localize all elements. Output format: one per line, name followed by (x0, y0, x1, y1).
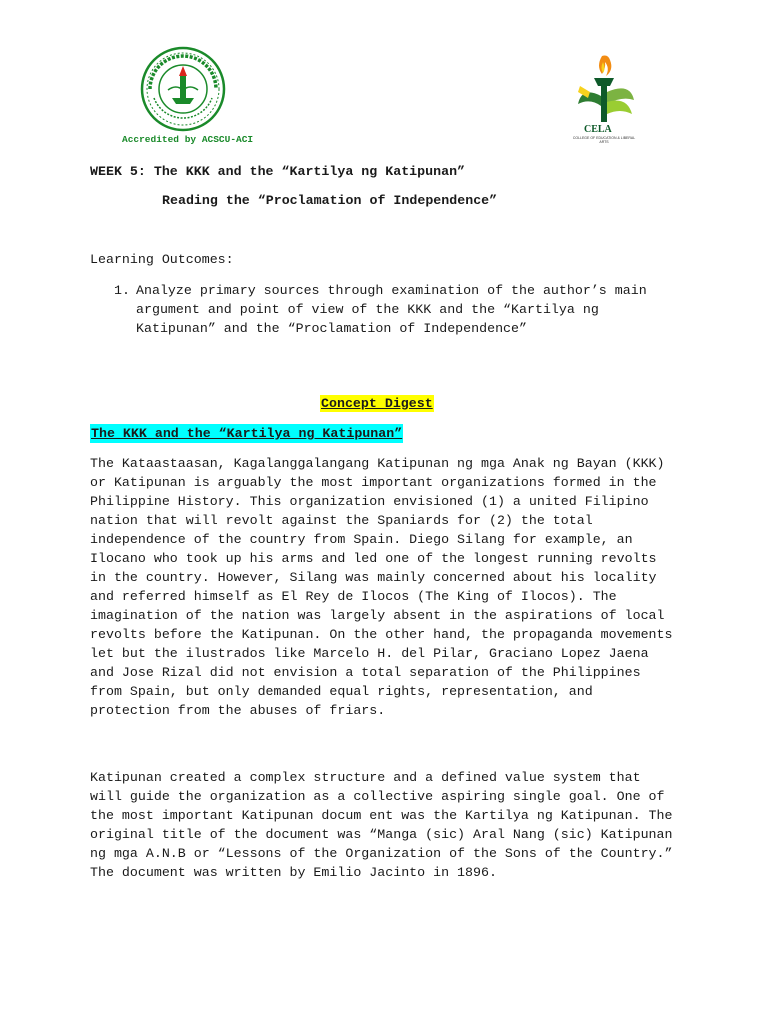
outcome-number: 1. (114, 283, 130, 298)
week-title: WEEK 5: The KKK and the “Kartilya ng Katipunan” (90, 164, 466, 179)
paragraph-kkk-intro: The Kataastaasan, Kagalanggalangang Katipunan ng mga Anak ng Bayan (KKK) or Katipunan is arguably the most important organizations formed in the Philippine History. This organization envisioned (1) a united Filipino nation that will revolt against the Spaniards for (2) the total independence of the country from Spain. Diego Silang for example, an Ilocano who took up his arms and led one of the longest running revolts in the country. However, Silang was mainly concerned about his locality and referred himself as El Rey de Ilocos (The King of Ilocos). The imagination of the nation was largely absent in the aspirations of local revolts before the Katipunan. On the other hand, the propaganda movements let but the ilustrados like Marcelo H. del Pilar, Graciano Lopez Jaena and Jose Rizal did not envision a total separation of the Philippines from Spain, but only demanded equal rights, representation, and protection from the abuses of friars. (90, 456, 673, 718)
reading-title: Reading the “Proclamation of Independence” (162, 193, 498, 208)
learning-outcomes-heading: Learning Outcomes: (90, 252, 234, 267)
section-title: The KKK and the “Kartilya ng Katipunan” (91, 426, 403, 441)
accreditation-text: Accredited by ACSCU-ACI (122, 134, 254, 145)
cela-subtitle: COLLEGE OF EDUCATION & LIBERAL ARTS (572, 136, 636, 144)
paragraph-kartilya: Katipunan created a complex structure and a defined value system that will guide the organization as a collective aspiring single goal. One of the most important Katipunan docum ent was the Kartilya ng Katipunan. The original title of the document was “Manga (sic) Aral Nang (sic) Katipunan ng mga A.N.B or “Lessons of the Organization of the Sons of the Country.” The document was written by Emilio Jacinto in 1896. (90, 770, 673, 880)
cela-wordmark: CELA (584, 124, 612, 135)
college-seal-logo (140, 46, 226, 132)
concept-digest-heading: Concept Digest (321, 396, 433, 411)
outcome-text: Analyze primary sources through examination of the author’s main argument and point of view of the KKK and the “Kartilya ng Katipunan” and the “Proclamation of Independence” (136, 283, 647, 336)
learning-outcome-item (114, 281, 674, 338)
